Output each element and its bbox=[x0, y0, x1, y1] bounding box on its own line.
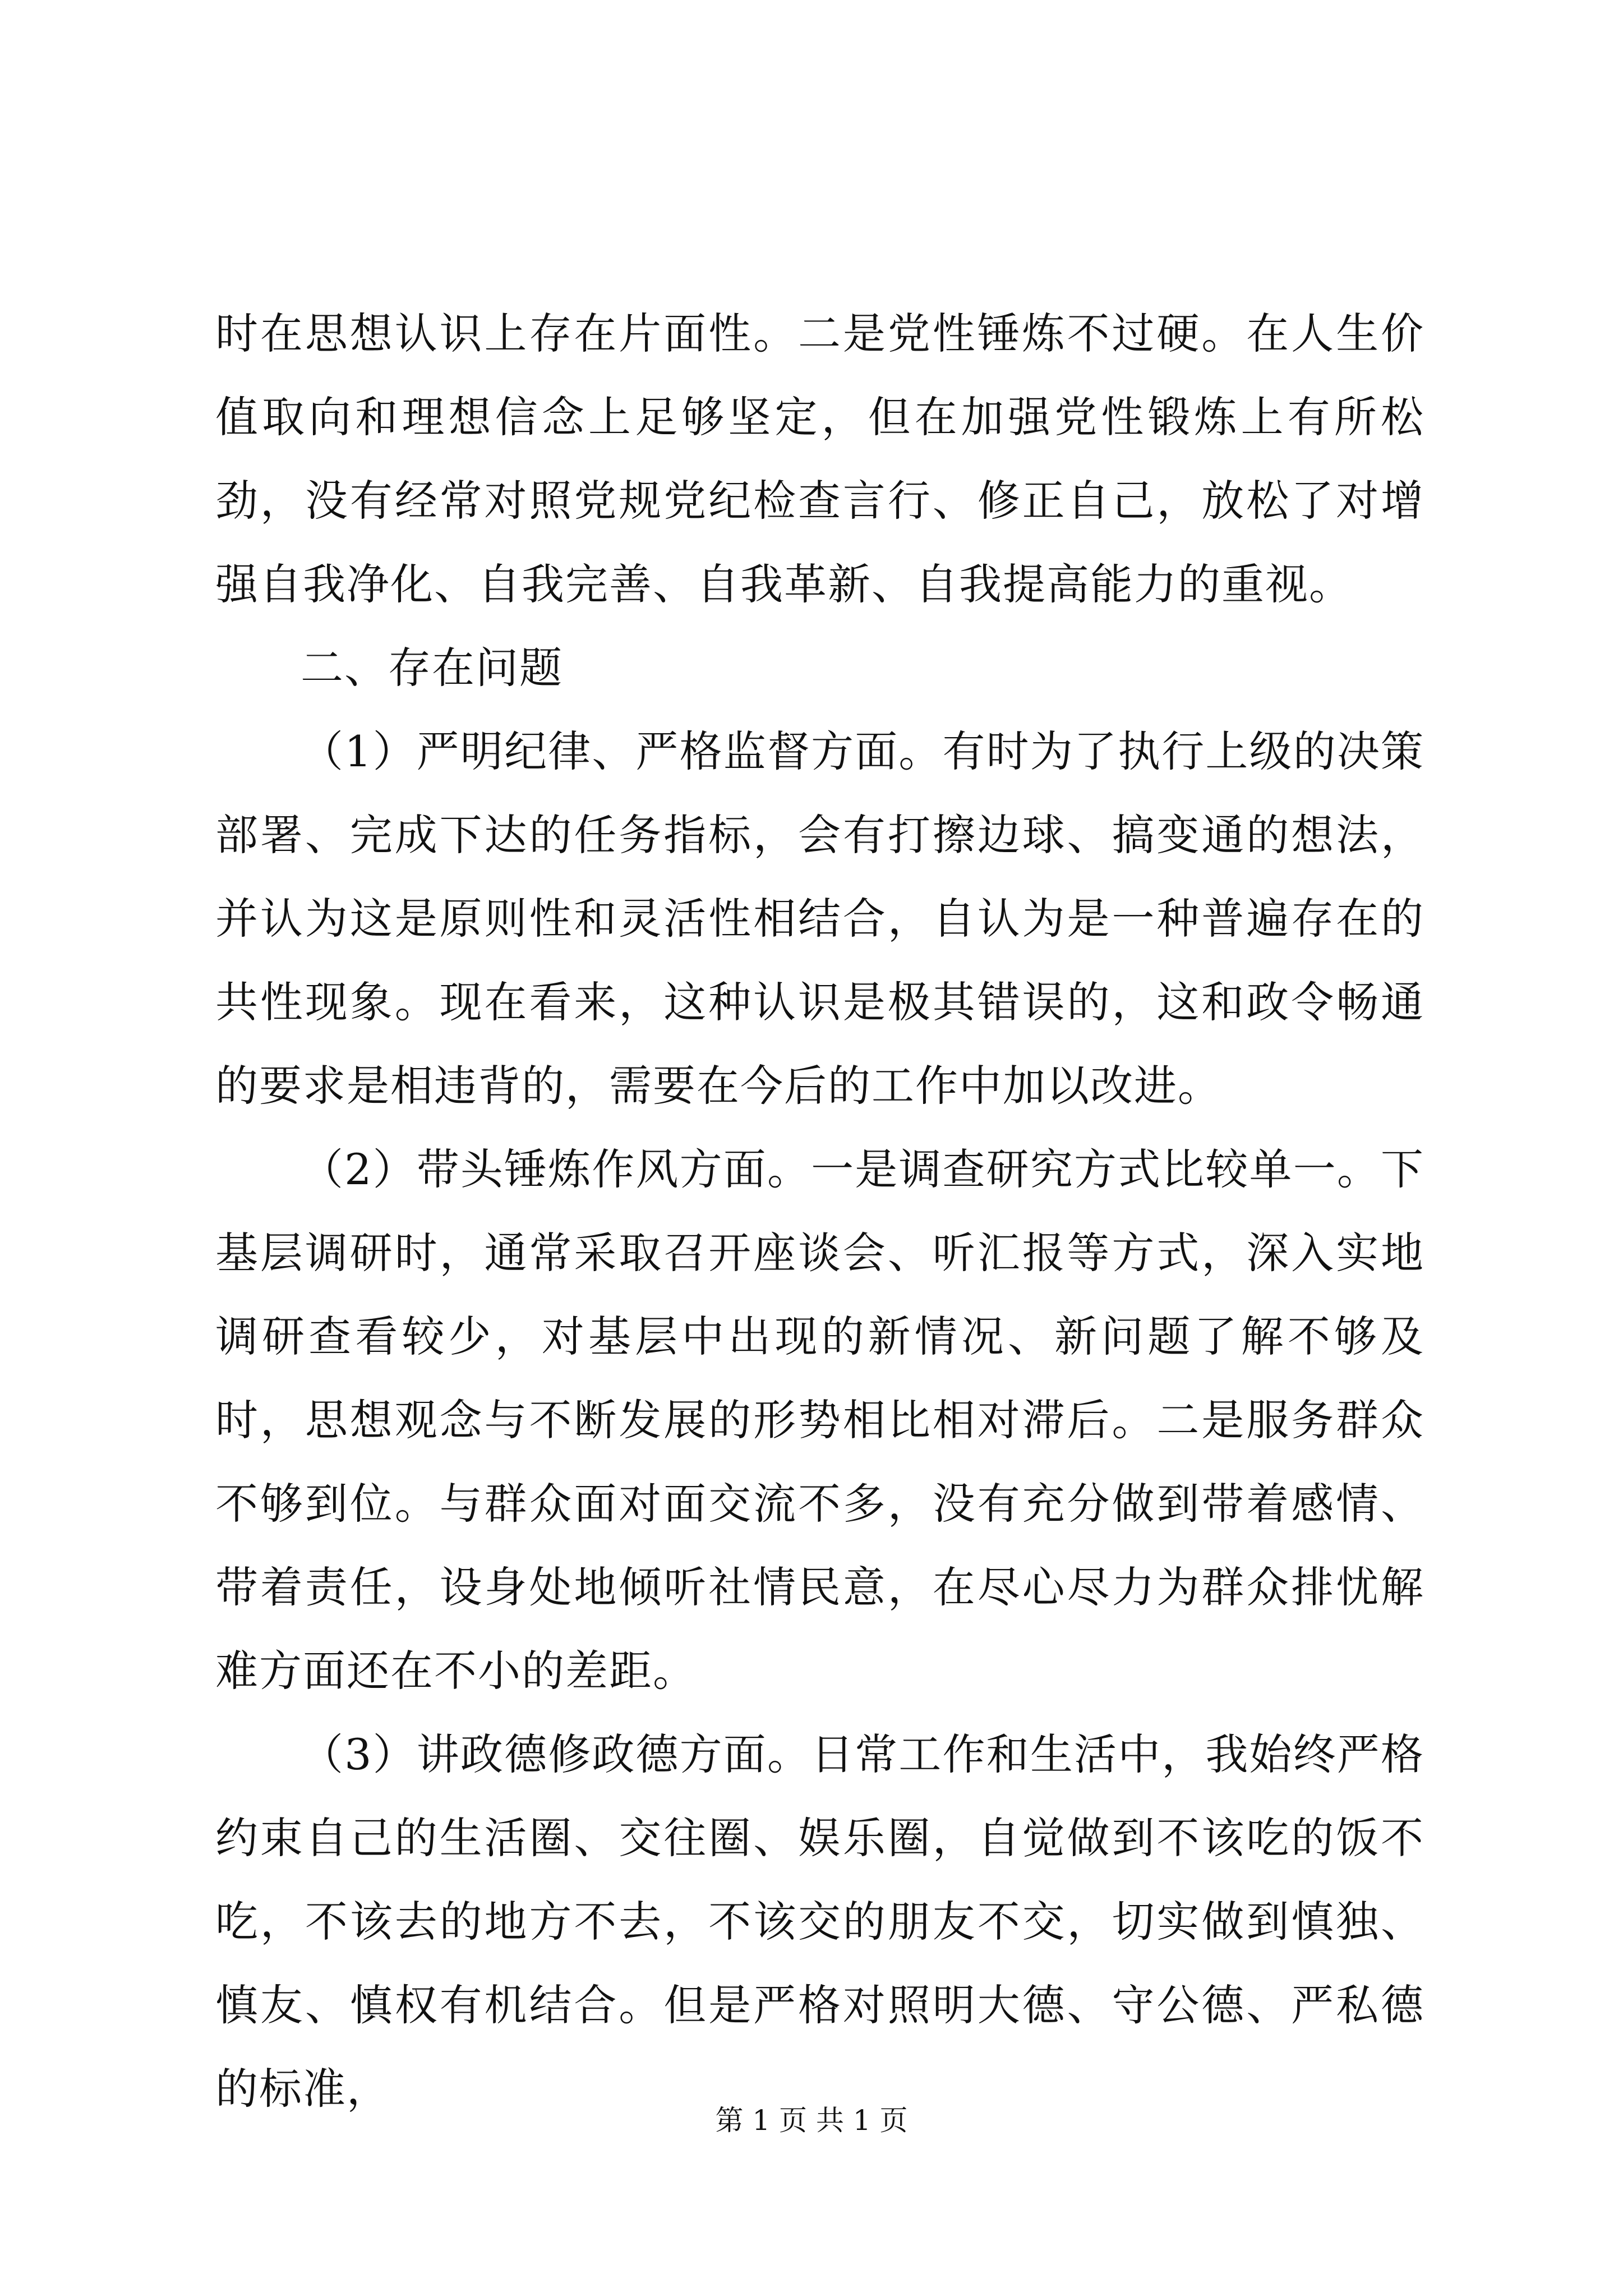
paragraph-continued: 时在思想认识上存在片面性。二是党性锤炼不过硬。在人生价值取向和理想信念上足够坚定，但在加强党性锻炼上有所松劲，没有经常对照党规党纪检查言行、修正自己，放松了对增强自我净化、自我完善、自我革新、自我提高能力的重视。 bbox=[215, 309, 1424, 609]
paragraph-political-ethics: （3）讲政德修政德方面。日常工作和生活中，我始终严格约束自己的生活圈、交往圈、娱乐圈，自觉做到不该吃的饭不吃，不该去的地方不去，不该交的朋友不交，切实做到慎独、慎友、慎权有机结合。但是严格对照明大德、守公德、严私德的标准， bbox=[215, 1729, 1424, 2114]
section-heading-problems: 二、存在问题 bbox=[301, 643, 563, 693]
document-body bbox=[215, 292, 1424, 2131]
paragraph-work-style: （2）带头锤炼作风方面。一是调查研究方式比较单一。下基层调研时，通常采取召开座谈会、听汇报等方式，深入实地调研查看较少，对基层中出现的新情况、新问题了解不够及时，思想观念与不断发展的形势相比相对滞后。二是服务群众不够到位。与群众面对面交流不多，没有充分做到带着感情、带着责任，设身处地倾听社情民意，在尽心尽力为群众排忧解难方面还在不小的差距。 bbox=[215, 1144, 1424, 1696]
page-footer: 第 1 页 共 1 页 bbox=[715, 2104, 908, 2137]
paragraph-discipline: （1）严明纪律、严格监督方面。有时为了执行上级的决策部署、完成下达的任务指标，会有打擦边球、搞变通的想法，并认为这是原则性和灵活性相结合，自认为是一种普遍存在的共性现象。现在看来，这种认识是极其错误的，这和政令畅通的要求是相违背的，需要在今后的工作中加以改进。 bbox=[215, 726, 1424, 1111]
